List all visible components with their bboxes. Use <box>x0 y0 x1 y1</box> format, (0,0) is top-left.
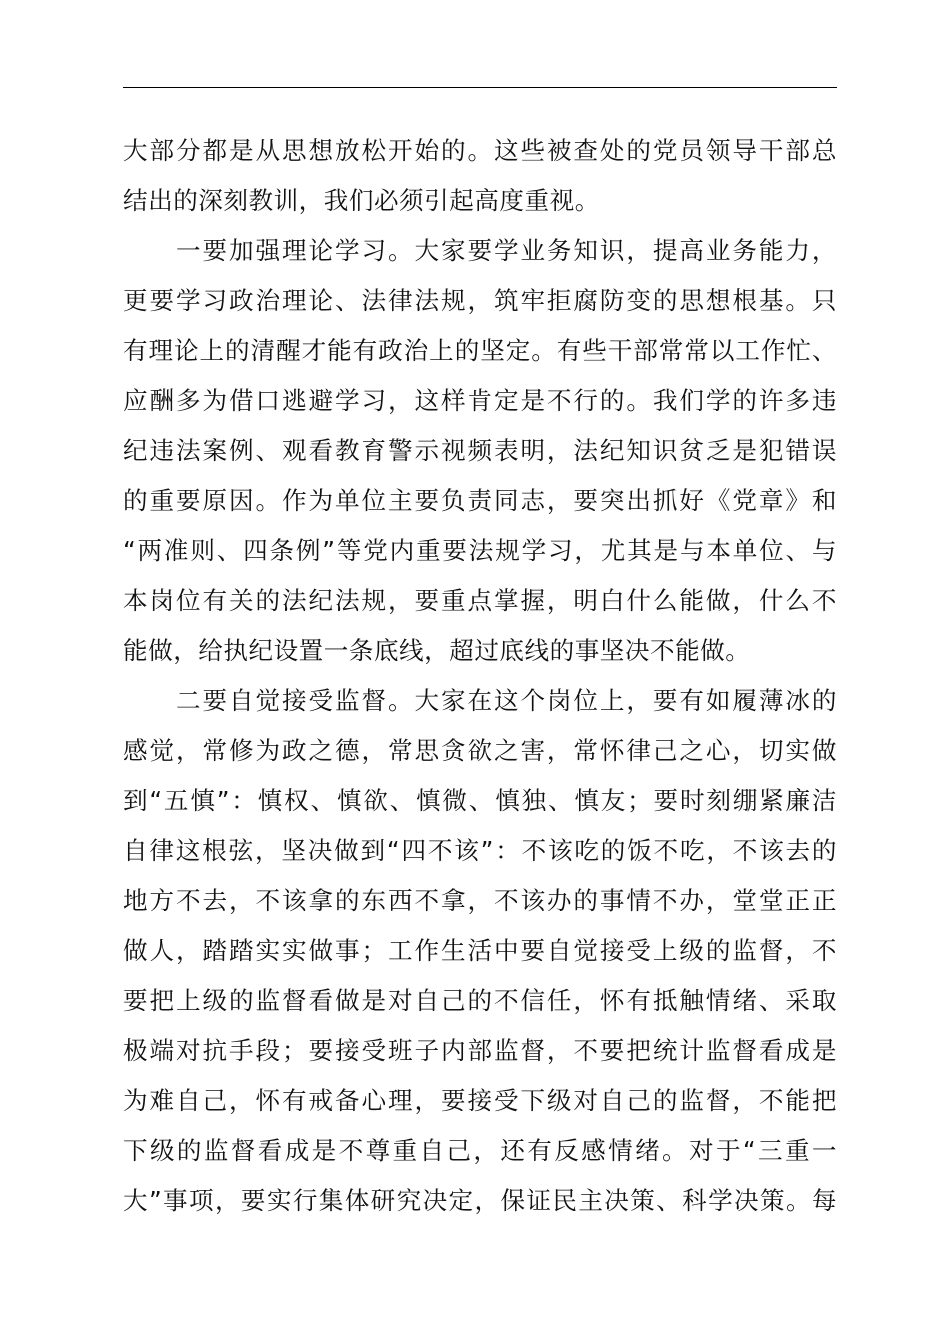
text-line: 大”事项，要实行集体研究决定，保证民主决策、科学决策。每 <box>123 1186 837 1215</box>
text-line: 为难自己，怀有戒备心理，要接受下级对自己的监督，不能把 <box>123 1086 837 1115</box>
text-line: 下级的监督看成是不尊重自己，还有反感情绪。对于“三重一 <box>123 1136 837 1165</box>
header-rule <box>123 87 837 88</box>
text-line: 更要学习政治理论、法律法规，筑牢拒腐防变的思想根基。只 <box>123 286 837 315</box>
text-line: 能做，给执纪设置一条底线，超过底线的事坚决不能做。 <box>123 636 751 665</box>
text-line: 大部分都是从思想放松开始的。这些被查处的党员领导干部总 <box>123 136 837 165</box>
text-line: 到“五慎”：慎权、慎欲、慎微、慎独、慎友；要时刻绷紧廉洁 <box>123 786 837 815</box>
text-line: 一要加强理论学习。大家要学业务知识，提高业务能力， <box>123 236 837 265</box>
text-line: “两准则、四条例”等党内重要法规学习，尤其是与本单位、与 <box>123 536 837 565</box>
text-line: 地方不去，不该拿的东西不拿，不该办的事情不办，堂堂正正 <box>123 886 837 915</box>
text-line: 有理论上的清醒才能有政治上的坚定。有些干部常常以工作忙、 <box>123 336 837 365</box>
text-line: 二要自觉接受监督。大家在这个岗位上，要有如履薄冰的 <box>123 686 837 715</box>
text-line: 应酬多为借口逃避学习，这样肯定是不行的。我们学的许多违 <box>123 386 837 415</box>
text-line: 自律这根弦，坚决做到“四不该”：不该吃的饭不吃，不该去的 <box>123 836 838 865</box>
text-line: 结出的深刻教训，我们必须引起高度重视。 <box>123 186 600 215</box>
text-line: 要把上级的监督看做是对自己的不信任，怀有抵触情绪、采取 <box>123 986 837 1015</box>
text-line: 纪违法案例、观看教育警示视频表明，法纪知识贫乏是犯错误 <box>123 436 837 465</box>
body-text <box>123 126 837 1226</box>
text-line: 感觉，常修为政之德，常思贪欲之害，常怀律己之心，切实做 <box>123 736 837 765</box>
text-line: 的重要原因。作为单位主要负责同志，要突出抓好《党章》和 <box>123 486 837 515</box>
text-line: 本岗位有关的法纪法规，要重点掌握，明白什么能做，什么不 <box>123 586 837 615</box>
text-line: 做人，踏踏实实做事；工作生活中要自觉接受上级的监督，不 <box>123 936 837 965</box>
text-line: 极端对抗手段；要接受班子内部监督，不要把统计监督看成是 <box>123 1036 837 1065</box>
